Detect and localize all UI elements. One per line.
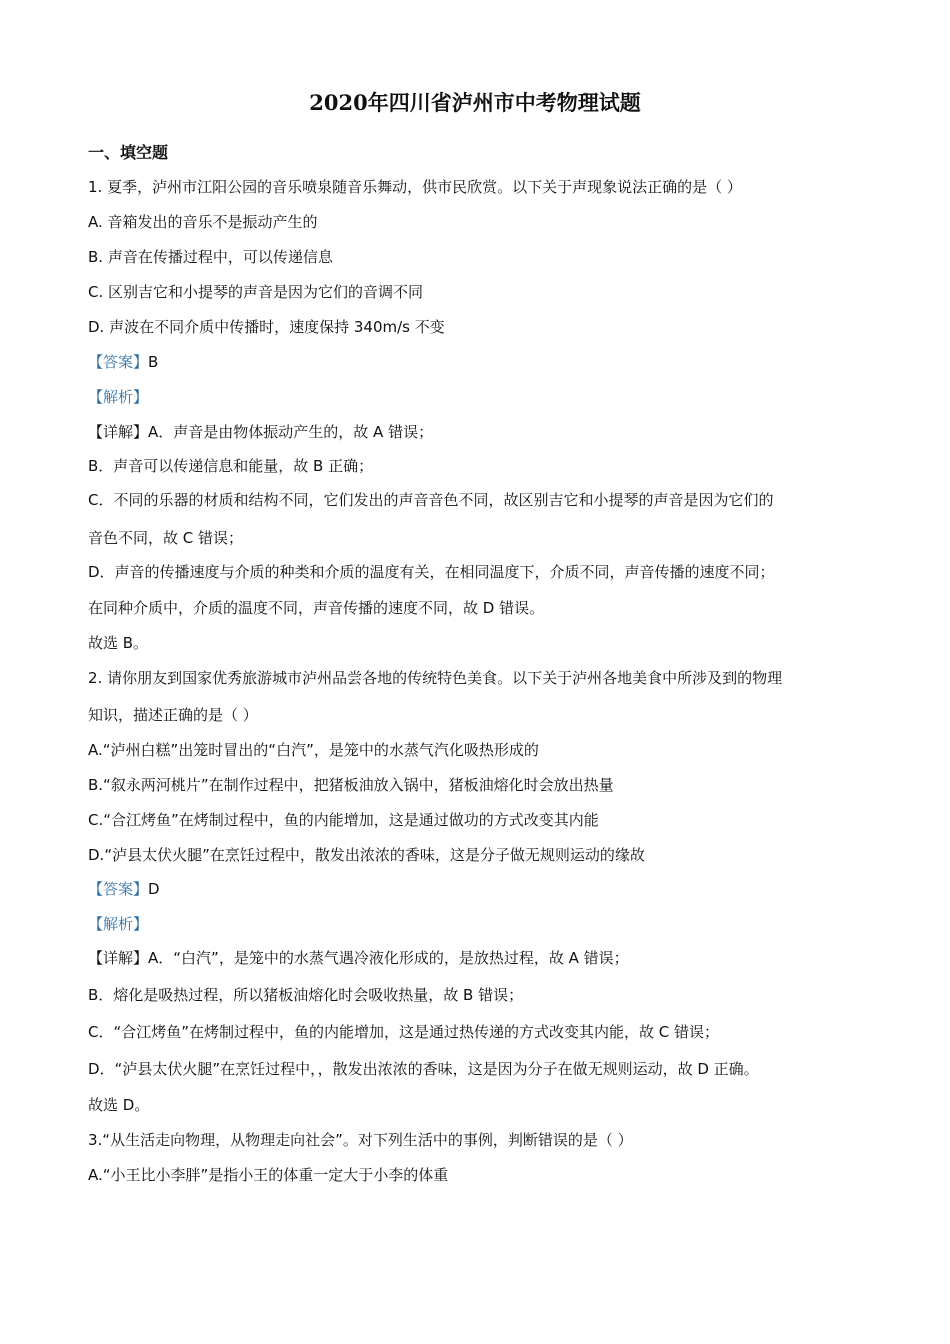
q1-stem: 1. 夏季，泸州市江阳公园的音乐喷泉随音乐舞动，供市民欣赏。以下关于声现象说法正确的是（ ）	[88, 178, 742, 196]
q1-detail-a-text: A．声音是由物体振动产生的，故 A 错误；	[148, 423, 434, 441]
q1-conclusion: 故选 B。	[88, 634, 149, 652]
page-title: 2020年四川省泸州市中考物理试题	[309, 90, 641, 115]
q1-answer-label: 【答案】	[88, 353, 149, 371]
q3-option-a: A.“小王比小李胖”是指小王的体重一定大于小李的体重	[88, 1166, 449, 1184]
section-heading: 一、填空题	[88, 143, 169, 162]
q1-detail-d-line1: D．声音的传播速度与介质的种类和介质的温度有关，在相同温度下，介质不同，声音传播的速度不同；	[88, 563, 775, 581]
q2-detail-a-text: A．“白汽”，是笼中的水蒸气遇冷液化形成的，是放热过程，故 A 错误；	[148, 949, 629, 967]
q2-stem-line1: 2. 请你朋友到国家优秀旅游城市泸州品尝各地的传统特色美食。以下关于泸州各地美食中所涉及到的物理	[88, 669, 783, 687]
q1-detail-c-line1: C．不同的乐器的材质和结构不同，它们发出的声音音色不同，故区别吉它和小提琴的声音是因为它们的	[88, 491, 774, 509]
q2-answer-label: 【答案】	[88, 880, 149, 898]
q2-conclusion: 故选 D。	[88, 1096, 150, 1114]
q2-analysis-label: 【解析】	[88, 915, 149, 933]
q2-option-b: B.“叙永两河桃片”在制作过程中，把猪板油放入锅中，猪板油熔化时会放出热量	[88, 776, 614, 794]
q1-detail-label: 【详解】	[88, 423, 149, 441]
q1-detail-d-line2: 在同种介质中，介质的温度不同，声音传播的速度不同，故 D 错误。	[88, 599, 545, 617]
q1-answer-value: B	[148, 353, 159, 371]
q1-option-b: B. 声音在传播过程中，可以传递信息	[88, 248, 333, 266]
q1-option-a: A. 音箱发出的音乐不是振动产生的	[88, 213, 318, 231]
q3-stem: 3.“从生活走向物理，从物理走向社会”。对下列生活中的事例，判断错误的是（ ）	[88, 1131, 633, 1149]
q2-detail-label: 【详解】	[88, 949, 149, 967]
q1-analysis-label: 【解析】	[88, 388, 149, 406]
q1-detail-c-line2: 音色不同，故 C 错误；	[88, 529, 244, 547]
q2-detail-c: C．“合江烤鱼”在烤制过程中，鱼的内能增加，这是通过热传递的方式改变其内能，故 C 错误；	[88, 1023, 720, 1041]
q2-detail-b: B．熔化是吸热过程，所以猪板油熔化时会吸收热量，故 B 错误；	[88, 986, 524, 1004]
q1-detail-a	[88, 421, 433, 443]
q2-answer	[88, 878, 160, 900]
q1-option-d: D. 声波在不同介质中传播时，速度保持 340m/s 不变	[88, 318, 445, 336]
q2-stem-line2: 知识，描述正确的是（ ）	[88, 706, 258, 724]
q2-answer-value: D	[148, 880, 160, 898]
q2-detail-d: D．“泸县太伏火腿”在烹饪过程中，，散发出浓浓的香味，这是因为分子在做无规则运动，故 D 正确。	[88, 1060, 759, 1078]
q2-option-a: A.“泸州白糕”出笼时冒出的“白汽”，是笼中的水蒸气汽化吸热形成的	[88, 741, 539, 759]
q1-detail-b: B．声音可以传递信息和能量，故 B 正确；	[88, 457, 374, 475]
q2-option-c: C.“合江烤鱼”在烤制过程中，鱼的内能增加，这是通过做功的方式改变其内能	[88, 811, 599, 829]
q1-answer	[88, 351, 158, 373]
q2-option-d: D.“泸县太伏火腿”在烹饪过程中，散发出浓浓的香味，这是分子做无规则运动的缘故	[88, 846, 645, 864]
q1-option-c: C. 区别吉它和小提琴的声音是因为它们的音调不同	[88, 283, 424, 301]
q2-detail-a	[88, 947, 629, 969]
